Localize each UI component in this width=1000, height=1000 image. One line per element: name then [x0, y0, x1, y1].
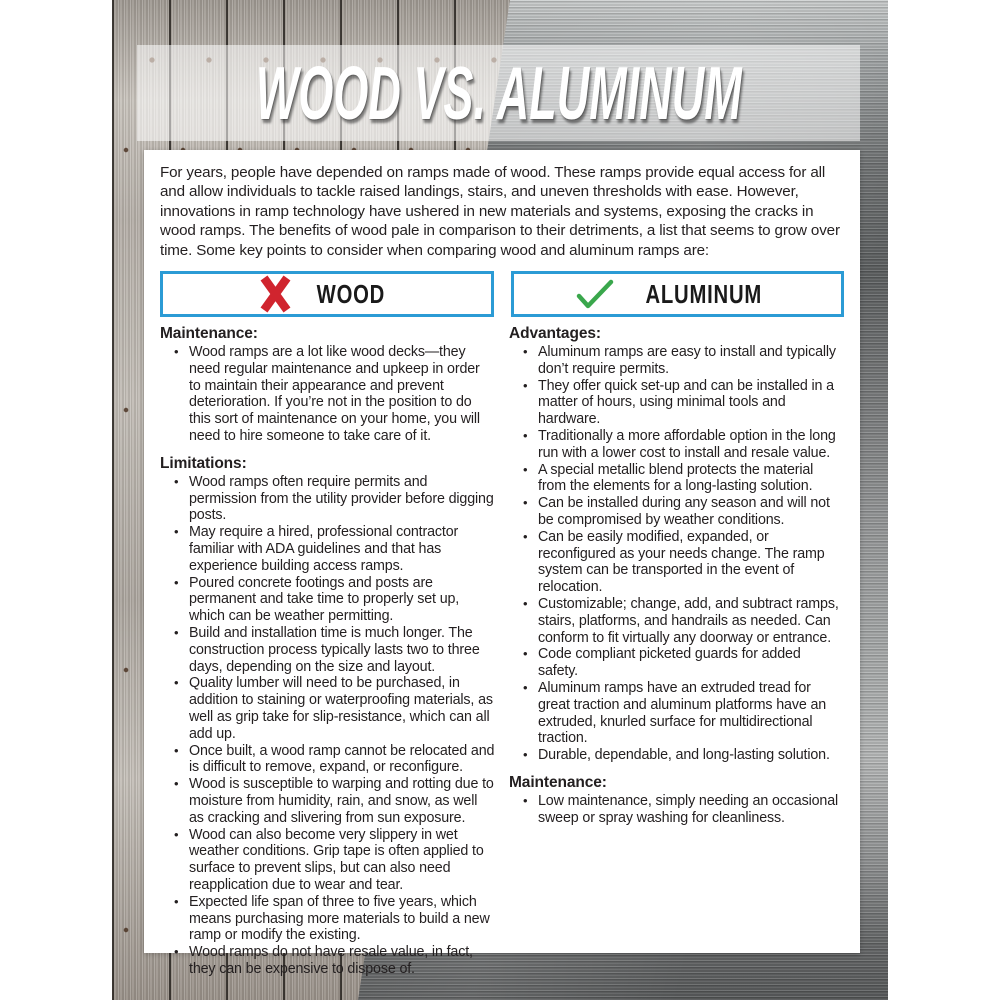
bullet-item: • Wood ramps are a lot like wood decks—they need regular maintenance and upkeep in order to maintain their appearance and prevent deterioration. If you’re not in the position to do this sort of maintenance on your home, you will need to hire someone to take care of it. [189, 344, 495, 445]
section-heading: Maintenance: [160, 325, 258, 343]
aluminum-header-box [511, 271, 845, 317]
bullet-item: • Wood ramps do not have resale value, in fact, they can be expensive to dispose of. [189, 944, 495, 978]
bullet-item: • Aluminum ramps are easy to install and typically don’t require permits. [538, 344, 844, 378]
bullet-item: • Wood is susceptible to warping and rotting due to moisture from humidity, rain, and snow, as well as cracking and slivering from sun exposure. [189, 776, 495, 826]
bullet-item: • Code compliant picketed guards for added safety. [538, 646, 844, 680]
bullet-item: • Low maintenance, simply needing an occasional sweep or spray washing for cleanliness. [538, 793, 844, 827]
bullet-item: • Durable, dependable, and long-lasting solution. [538, 747, 844, 764]
x-mark-icon [259, 275, 292, 313]
wood-box-label: WOOD [316, 278, 385, 309]
comparison-header-row [160, 271, 844, 317]
bullet-item: • Poured concrete footings and posts are permanent and take time to properly set up, which can be weather permitting. [189, 575, 495, 625]
title-banner [137, 45, 860, 141]
bullet-list [509, 344, 844, 764]
bullet-list [160, 474, 495, 978]
content-panel [144, 150, 860, 977]
bullet-item: • Wood can also become very slippery in wet weather conditions. Grip tape is often applied to surface to prevent slips, but can also need reapplication due to wear and tear. [189, 827, 495, 894]
wood-header-box [160, 271, 494, 317]
aluminum-box-label: ALUMINUM [645, 278, 763, 309]
bullet-item: • Wood ramps often require permits and permission from the utility provider before digging posts. [189, 474, 495, 524]
bullet-item: • Once built, a wood ramp cannot be relocated and is difficult to remove, expand, or reconfigure. [189, 743, 495, 777]
bullet-list [509, 793, 844, 827]
bullet-item: • A special metallic blend protects the material from the elements for a long-lasting solution. [538, 462, 844, 496]
bullet-item: • Quality lumber will need to be purchased, in addition to staining or waterproofing materials, as well as grip take for slip-resistance, which can all add up. [189, 675, 495, 742]
bullet-item: • Aluminum ramps have an extruded tread for great traction and aluminum platforms have an extruded, knurled surface for multidirectional traction. [538, 680, 844, 747]
bullet-item: • Traditionally a more affordable option in the long run with a lower cost to install and resale value. [538, 428, 844, 462]
bullet-item: • Customizable; change, add, and subtract ramps, stairs, platforms, and handrails as needed. Can conform to fit virtually any doorway or entrance. [538, 596, 844, 646]
check-mark-icon [576, 279, 614, 309]
bullet-item: • Expected life span of three to five years, which means purchasing more materials to build a new ramp or modify the existing. [189, 894, 495, 944]
section-heading: Limitations: [160, 454, 247, 472]
intro-paragraph: For years, people have depended on ramps made of wood. These ramps provide equal access for all and allow individuals to tackle raised landings, stairs, and uneven thresholds with ease. However, innovations in ramp technology have ushered in new materials and systems, exposing the cracks in wood ramps. The benefits of wood pale in comparison to their detriments, a list that seems to grow over time. Some key points to consider when comparing wood and aluminum ramps are: [160, 164, 840, 259]
bullet-item: • Can be installed during any season and will not be compromised by weather conditions. [538, 495, 844, 529]
bullet-item: • Build and installation time is much longer. The construction process typically lasts two to three days, depending on the size and layout. [189, 625, 495, 675]
page-title: WOOD VS. ALUMINUM [255, 51, 742, 135]
bullet-list [160, 344, 495, 445]
aluminum-column [509, 325, 844, 978]
comparison-columns [160, 325, 844, 978]
section-heading: Advantages: [509, 325, 601, 343]
bullet-item: • Can be easily modified, expanded, or reconfigured as your needs change. The ramp system can be transported in the event of relocation. [538, 529, 844, 596]
wood-column [160, 325, 495, 978]
bullet-item: • May require a hired, professional contractor familiar with ADA guidelines and that has experience building access ramps. [189, 524, 495, 574]
section-heading: Maintenance: [509, 773, 607, 791]
bullet-item: • They offer quick set-up and can be installed in a matter of hours, using minimal tools and hardware. [538, 378, 844, 428]
